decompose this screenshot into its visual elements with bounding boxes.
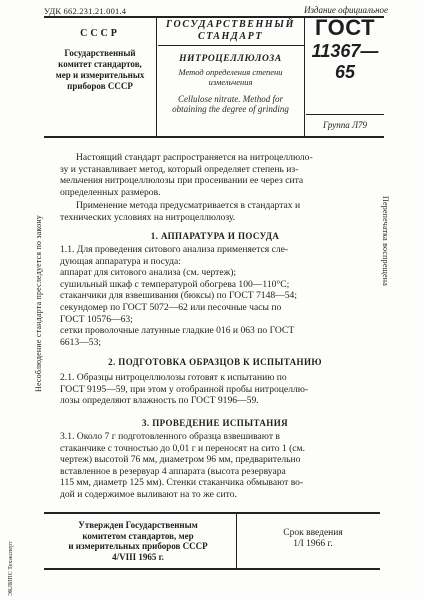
ussr-label: СССР [80, 28, 120, 39]
reprint-notice: Перепечатка воспрещена [381, 196, 390, 286]
udk-code: УДК 662.231.21.001.4 [44, 6, 127, 16]
section-1-title: 1. АППАРАТУРА И ПОСУДА [150, 231, 280, 241]
publisher-mark: ЭКЛИПС Техэксперт [8, 541, 14, 596]
footer-block [44, 512, 380, 570]
legal-notice: Несоблюдение стандарта преследуется по закону [34, 215, 43, 392]
issuer-column [44, 16, 156, 136]
english-title: Cellulose nitrate. Method for obtaining the degree of grinding [172, 94, 289, 114]
gost-number: 11367—65 [311, 41, 379, 82]
section-1-body: 1.1. Для проведения ситового анализа применяется сле- дующая аппаратура и посуда: аппарат для ситового анализа (см. чертеж); сушильный шкаф с температурой обогрева 100—110°С; стаканчики для взвешивания (бюксы) по ГОСТ 7148—54; секундомер по ГОСТ 5072—62 или песочные часы по ГОСТ 10576—63; сетки проволочные латунные гладкие 016 и 063 по ГОСТ 6613—53; [60, 244, 298, 348]
title-block [44, 16, 384, 142]
section-3-body: 3.1. Около 7 г подготовленного образца взвешивают в стаканчике с точностью до 0,01 г и переносят на сито 1 (см. чертеж) высотой 76 мм, диаметром 96 мм, предварительно вставленное в резервуар 4 аппарата (высота резервуара 115 мм, диаметр 125 мм). Стенки стаканчика обмывают во- дой и содержимое выливают на то же сито. [60, 431, 306, 500]
state-standard-label: ГОСУДАРСТВЕННЫЙ СТАНДАРТ [166, 19, 295, 42]
section-2-title: 2. ПОДГОТОВКА ОБРАЗЦОВ К ИСПЫТАНИЮ [108, 357, 322, 367]
standard-name: НИТРОЦЕЛЛЮЛОЗА [179, 54, 282, 64]
group-label: Группа Л79 [322, 120, 368, 130]
approval-note: Утвержден Государственным комитетом стандартов, мер и измерительных приборов СССР 4/VIII 1965 г. [68, 520, 208, 562]
gost-label: ГОСТ [314, 15, 376, 40]
effective-date: Срок введения 1/I 1966 г. [283, 528, 343, 549]
gost-column [306, 16, 384, 136]
intro-paragraph-2: Применение метода предусматривается в стандартах и технических условиях на нитроцеллюлозу. [60, 200, 301, 223]
method-title: Метод определения степени измельчения [178, 67, 283, 87]
edition-label: Издание официальное [304, 5, 389, 15]
committee-name: Государственный комитет стандартов, мер и измерительных приборов СССР [55, 48, 145, 91]
section-2-body: 2.1. Образцы нитроцеллюлозы готовят к испытанию по ГОСТ 9195—59, при этом у отобранной пробы нитроцеллю- лозы определяют влажность по ГОСТ 9196—59. [60, 372, 309, 407]
title-column [158, 16, 303, 136]
intro-paragraph-1: Настоящий стандарт распространяется на нитроцеллюло- зу и устанавливает метод, который определяет степень из- мельчения нитроцеллюлозы при просеивании ее через сита определенных размеров. [60, 152, 313, 198]
section-3-title: 3. ПРОВЕДЕНИЕ ИСПЫТАНИЯ [142, 418, 288, 428]
